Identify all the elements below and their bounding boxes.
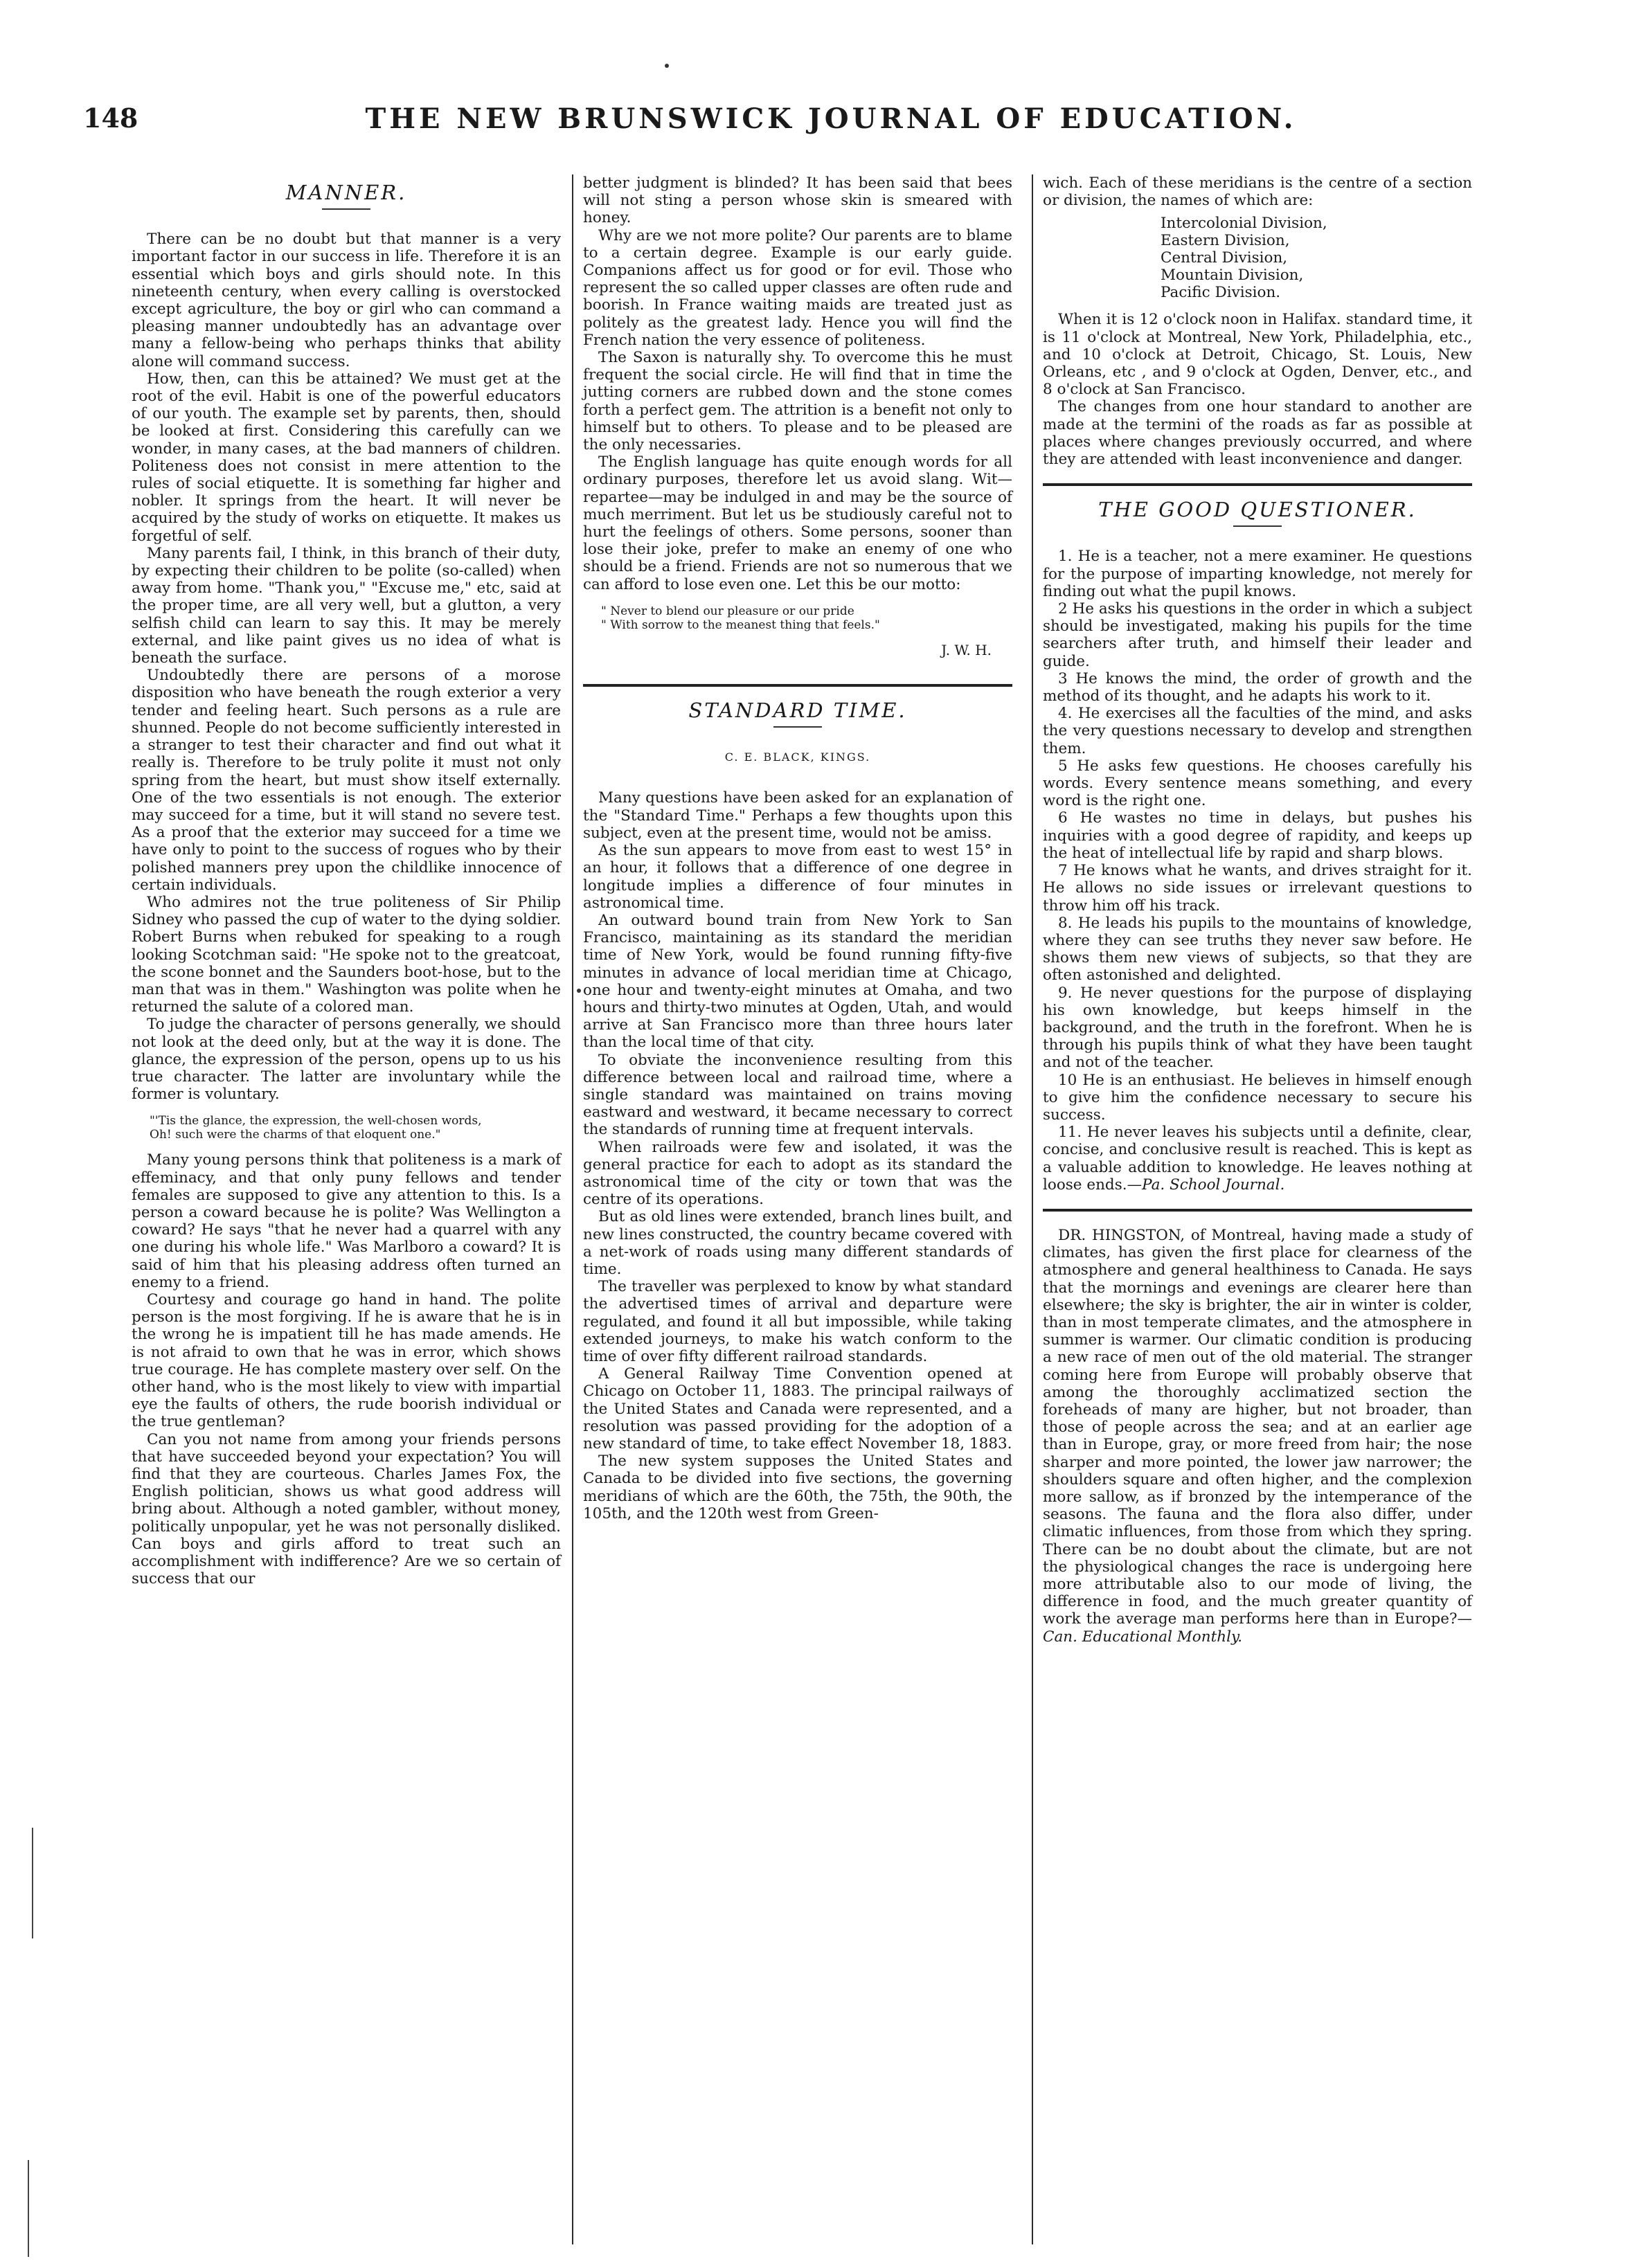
list-item: 4. He exercises all the faculties of the mind, and asks the very questions necessary to develop and strengthen them.: [1043, 705, 1472, 757]
scan-speck: [577, 989, 581, 993]
paragraph: To judge the character of persons generally, we should not look at the deed only, but at the way it is done. The glance, the expression of the person, opens up to us his true character. The latter are involuntary while the former is voluntary.: [132, 1016, 561, 1104]
division-item: Mountain Division,: [1161, 267, 1304, 285]
column-2: [583, 174, 1012, 1522]
scan-margin-mark: [28, 2160, 29, 2257]
byline: C. E. BLACK, KINGS.: [724, 750, 871, 764]
division-item: Pacific Division.: [1161, 284, 1281, 302]
division-item: Central Division,: [1161, 249, 1288, 267]
article-title-standard-time: STANDARD TIME.: [688, 699, 907, 723]
paragraph: To obviate the inconvenience resulting from this difference between local and railroad time, where a single standard was maintained on trains moving eastward and westward, it became necessary to correct the standards of running time at frequent intervals.: [583, 1051, 1012, 1139]
list-item: [1043, 1124, 1472, 1194]
quote-line: Oh! such were the charms of that eloquent one.": [150, 1128, 441, 1142]
paragraph: As the sun appears to move from east to west 15° in an hour, it follows that a difference of one degree in longitude implies a difference of four minutes in astronomical time.: [583, 842, 1012, 912]
title-dash: [322, 208, 370, 210]
division-item: Intercolonial Division,: [1161, 215, 1327, 233]
quote-line: " With sorrow to the meanest thing that feels.": [601, 618, 880, 632]
quote-line: " Never to blend our pleasure or our pride: [601, 604, 854, 618]
paragraph: An outward bound train from New York to San Francisco, maintaining as its standard the meridian time of New York, would be found running fifty-five minutes in advance of local meridian time at Chicago, one hour and twenty-eight minutes at Omaha, and two hours and thirty-two minutes at Ogden, Utah, and would arrive at San Francisco more than three hours later than the local time of that city.: [583, 911, 1012, 1052]
paragraph: Many young persons think that politeness is a mark of effeminacy, and that only puny fellows and tender females are supposed to give any attention to this. Is a person a coward because he is polite? Was Wellington a coward? He says "that he never had a quarrel with any one during his whole life." Was Marlboro a coward? It is said of him that his pleasing address often turned an enemy to a friend.: [132, 1151, 561, 1291]
column-divider: [1032, 174, 1033, 2244]
list-item: 1. He is a teacher, not a mere examiner. He questions for the purpose of imparting knowledge, not merely for finding out what the pupil knows.: [1043, 548, 1472, 600]
source-credit: —Pa. School Journal.: [1127, 1176, 1285, 1194]
list-item: 10 He is an enthusiast. He believes in himself enough to give him the confidence necessary to secure his success.: [1043, 1071, 1472, 1124]
list-item: 7 He knows what he wants, and drives straight for it. He allows no side issues or irrelevant questions to throw him off his track.: [1043, 862, 1472, 915]
paragraph: Who admires not the true politeness of Sir Philip Sidney who passed the cup of water to the dying soldier. Robert Burns when rebuked for speaking to a rough looking Scotchman said: "He spoke not to the greatcoat, the scone bonnet and the Saunders boot-hose, but to the man that was in them." Washington was polite when he returned the salute of a colored man.: [132, 893, 561, 1016]
paragraph: The English language has quite enough words for all ordinary purposes, therefore let us avoid slang. Wit—repartee—may be indulged in and may be the source of much merriment. But let us be studiously careful not to hurt the feelings of others. Some persons, sooner than lose their joke, prefer to make an enemy of one who should be a friend. Friends are not so numerous that we can afford to lose even one. Let this be our motto:: [583, 453, 1012, 593]
title-dash: [1233, 525, 1282, 527]
scan-margin-mark: [32, 1828, 33, 1938]
paragraph: Undoubtedly there are persons of a morose disposition who have beneath the rough exterior a very tender and feeling heart. Such persons as a rule are shunned. People do not become sufficiently interested in a stranger to test their character and find out what it really is. Therefore to be truly polite it must not only spring from the heart, but must show itself externally. One of the two essentials is not enough. The exterior may succeed for a time, but it will stand no severe test. As a proof that the exterior may succeed for a time we have only to point to the success of rogues who by their polished manners prey upon the childlike innocence of certain individuals.: [132, 667, 561, 894]
verse-quote: [150, 1114, 561, 1142]
list-item: 9. He never questions for the purpose of displaying his own knowledge, but keeps himself in the background, and the truth in the forefront. When he is through his pupils think of what they have been taught and not of the teacher.: [1043, 984, 1472, 1072]
article-title-good-questioner: THE GOOD QUESTIONER.: [1098, 498, 1417, 522]
list-item: 5 He asks few questions. He chooses carefully his words. Every sentence means something, and every word is the right one.: [1043, 757, 1472, 810]
paragraph: Many parents fail, I think, in this branch of their duty, by expecting their children to be polite (so-called) when away from home. "Thank you," "Excuse me," etc, said at the proper time, are all very well, but a glutton, a very selfish child can learn to say this. It may be merely external, and like paint gives us no idea of what is beneath the surface.: [132, 544, 561, 667]
paragraph: When railroads were few and isolated, it was the general practice for each to adopt as its standard the astronomical time of the city or town that was the centre of its operations.: [583, 1138, 1012, 1209]
division-list: [1161, 215, 1472, 301]
item-text: DR. HINGSTON, of Montreal, having made a study of climates, has given the first place for clearness of the atmosphere and general healthiness to Canada. He says that the mornings and evenings are clearer here than elsewhere; the sky is brighter, the air in winter is colder, than in most temperate climates, and the atmosphere in summer is warmer. Our climatic condition is producing a new race of men out of the old material. The stranger coming here from Europe will probably observe that among the thoroughly acclimatized section the foreheads of many are higher, but not broader, than those of people across the sea; and at an earlier age than in Europe, gray, or more freed from hair; the nose sharper and more pointed, the lower jaw narrower; the shoulders square and often higher, and the complexion more sallow, as if bronzed by the intemperance of the seasons. The fauna and the flora also differ, under climatic influences, from those from which they spring. There can be no doubt about the climate, but are not the physiological changes the race is undergoing here more attributable also to our mode of living, the difference in food, and the much greater quantity of work the average man performs here than in Europe?: [1043, 1226, 1472, 1628]
paragraph: But as old lines were extended, branch lines built, and new lines constructed, the country became covered with a net-work of roads using many different standards of time.: [583, 1208, 1012, 1278]
motto-quote: [601, 604, 1012, 632]
source-credit: —Can. Educational Monthly.: [1043, 1610, 1472, 1646]
paragraph: The new system supposes the United States and Canada to be divided into five sections, the governing meridians of which are the 60th, the 75th, the 90th, the 105th, and the 120th west from Green-: [583, 1452, 1012, 1522]
paragraph: The changes from one hour standard to another are made at the termini of the roads as far as possible at places where changes previously occurred, and where they are attended with least inconvenience and danger.: [1043, 398, 1472, 469]
paragraph: better judgment is blinded? It has been said that bees will not sting a person whose skin is smeared with honey.: [583, 174, 1012, 227]
division-item: Eastern Division,: [1161, 232, 1290, 250]
column-divider: [572, 174, 573, 2244]
paragraph: Many questions have been asked for an explanation of the "Standard Time." Perhaps a few thoughts upon this subject, even at the present time, would not be amiss.: [583, 789, 1012, 842]
paragraph: The traveller was perplexed to know by what standard the advertised times of arrival and departure were regulated, and found it all but impossible, while taking extended journeys, to make his watch conform to the time of over fifty different railroad standards.: [583, 1278, 1012, 1365]
section-rule: [583, 684, 1012, 687]
section-rule: [1043, 483, 1472, 486]
list-item: 3 He knows the mind, the order of growth and the method of its thought, and he adapts his work to it.: [1043, 669, 1472, 705]
section-rule: [1043, 1209, 1472, 1212]
page-number: 148: [83, 102, 138, 134]
item-text: 11. He never leaves his subjects until a definite, clear, concise, and conclusive result is reached. This is kept as a valuable addition to knowledge. He leaves nothing at loose ends.: [1043, 1124, 1472, 1194]
paragraph: [1043, 1227, 1472, 1646]
page-header: [83, 102, 1565, 144]
column-3: [1043, 174, 1472, 1646]
paragraph: There can be no doubt but that manner is a very important factor in our success in life. Therefore it is an essential which boys and girls should note. In this nineteenth century, when every calling is overstocked except agriculture, the boy or girl who can command a pleasing manner undoubtedly has an advantage over many a fellow-being who perhaps thinks that ability alone will command success.: [132, 231, 561, 370]
paragraph: The Saxon is naturally shy. To overcome this he must frequent the social circle. He will find that in time the jutting corners are rubbed down and the stone comes forth a perfect gem. The attrition is a benefit not only to himself but to others. To please and to be pleased are the only necessaries.: [583, 349, 1012, 454]
paragraph: Why are we not more polite? Our parents are to blame to a certain degree. Example is our early guide. Companions affect us for good or for evil. Those who represent the so called upper classes are often rude and boorish. In France waiting maids are treated just as politely as the greatest lady. Hence you will find the French nation the very essence of politeness.: [583, 226, 1012, 349]
scan-speck: [665, 64, 669, 68]
title-dash: [773, 726, 822, 728]
paragraph: Can you not name from among your friends persons that have succeeded beyond your expectation? You will find that they are courteous. Charles James Fox, the English politician, shows us what good address will bring about. Although a noted gambler, without money, politically unpopular, yet he was not personally disliked. Can boys and girls afford to treat such an accomplishment with indifference? Are we so certain of success that our: [132, 1430, 561, 1588]
paragraph: Courtesy and courage go hand in hand. The polite person is the most forgiving. If he is aware that he is in the wrong he is impatient till he has made amends. He is not afraid to own that he was in error, which shows true courage. He has complete mastery over self. On the other hand, who is the most likely to view with impartial eye the faults of others, the rude boorish individual or the true gentleman?: [132, 1290, 561, 1431]
list-item: 2 He asks his questions in the order in which a subject should be investigated, making his pupils for the time searchers after truth, and himself their leader and guide.: [1043, 600, 1472, 670]
quote-line: "'Tis the glance, the expression, the well-chosen words,: [150, 1114, 482, 1128]
paragraph: When it is 12 o'clock noon in Halifax. standard time, it is 11 o'clock at Montreal, New York, Philadelphia, etc., and 10 o'clock at Detroit, Chicago, St. Louis, New Orleans, etc , and 9 o'clock at Ogden, Denver, etc., and 8 o'clock at San Francisco.: [1043, 311, 1472, 399]
paragraph: wich. Each of these meridians is the centre of a section or division, the names of which are:: [1043, 174, 1472, 210]
article-title-manner: MANNER.: [285, 181, 407, 204]
list-item: 6 He wastes no time in delays, but pushes his inquiries with a good degree of rapidity, and keeps up the heat of intellectual life by rapid and sharp blows.: [1043, 809, 1472, 862]
list-item: 8. He leads his pupils to the mountains of knowledge, where they can see truths they never saw before. He shows them new views of subjects, so that they are often astonished and delighted.: [1043, 914, 1472, 984]
paragraph: How, then, can this be attained? We must get at the root of the evil. Habit is one of the powerful educators of our youth. The example set by parents, then, should be looked at first. Considering this carefully can we wonder, in many cases, at the bad manners of children. Politeness does not consist in mere attention to the rules of social etiquette. It is something far higher and nobler. It springs from the heart. It will never be acquired by the study of works on etiquette. It makes us forgetful of self.: [132, 370, 561, 545]
running-title: THE NEW BRUNSWICK JOURNAL OF EDUCATION.: [365, 102, 1297, 135]
author-signature: J. W. H.: [941, 641, 992, 658]
column-1: [132, 174, 561, 1587]
paragraph: A General Railway Time Convention opened at Chicago on October 11, 1883. The principal railways of the United States and Canada were represented, and a resolution was passed providing for the adoption of a new standard of time, to take effect November 18, 1883.: [583, 1365, 1012, 1452]
